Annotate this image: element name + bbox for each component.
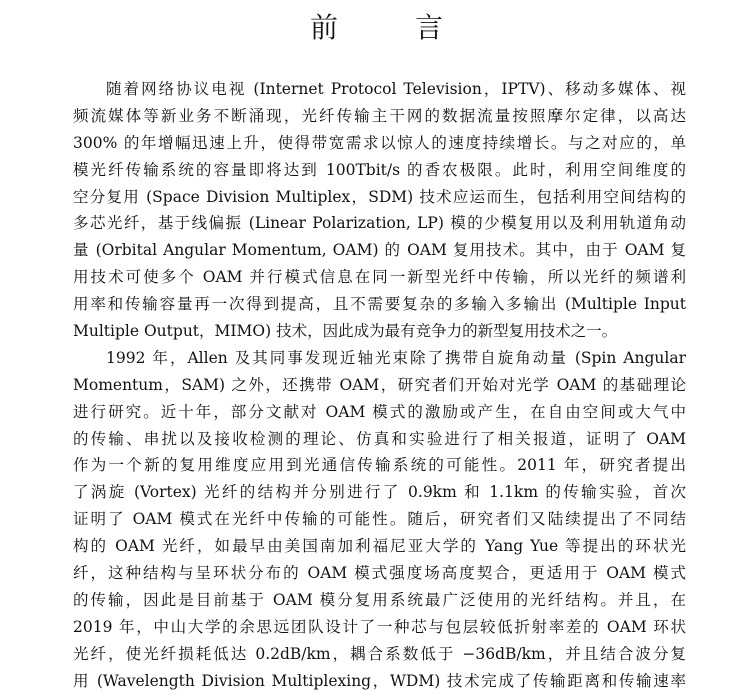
text-line: Multiple Output，MIMO) 技术，因此成为最有竞争力的新型复用技术之一。: [73, 322, 618, 341]
text-line: 光纤，使光纤损耗低达 0.2dB/km，耦合系数低于 −36dB/km，并且结合波分复: [73, 644, 686, 663]
text-line: 用率和传输容量再一次得到提高，且不需要复杂的多输入多输出 (Multiple Input: [73, 295, 686, 314]
text-line: 1992 年，Allen 及其同事发现近轴光束除了携带自旋角动量 (Spin Angular: [106, 348, 686, 367]
text-line: 模光纤传输系统的容量即将达到 100Tbit/s 的香农极限。此时，利用空间维度的: [73, 160, 686, 179]
text-line: 的传输、串扰以及接收检测的理论、仿真和实验进行了相关报道，证明了 OAM: [73, 429, 686, 448]
text-line: 进行研究。近十年，部分文献对 OAM 模式的激励或产生，在自由空间或大气中: [73, 402, 686, 421]
text-line: 证明了 OAM 模式在光纤中传输的可能性。随后，研究者们又陆续提出了不同结: [73, 510, 686, 529]
text-line: 多芯光纤，基于线偏振 (Linear Polarization, LP) 模的少模复用以及利用轨道角动: [73, 214, 686, 233]
text-line: 空分复用 (Space Division Multiplex，SDM) 技术应运而生，包括利用空间结构的: [73, 187, 686, 206]
document-body: [73, 76, 686, 694]
paragraph-1: [73, 76, 686, 345]
text-line: 频流媒体等新业务不断涌现，光纤传输主干网的数据流量按照摩尔定律，以高达: [73, 106, 686, 125]
text-line: 用 (Wavelength Division Multiplexing，WDM) 技术完成了传输距离和传输速率: [73, 671, 686, 690]
page-title: 前 言: [310, 11, 477, 44]
text-line: 纤，这种结构与呈环状分布的 OAM 模式强度场高度契合，更适用于 OAM 模式: [73, 564, 686, 583]
text-line: Momentum，SAM) 之外，还携带 OAM，研究者们开始对光学 OAM 的基础理论: [73, 375, 686, 394]
text-line: 的传输，因此是目前基于 OAM 模分复用系统最广泛使用的光纤结构。并且，在: [73, 590, 686, 609]
text-line: 作为一个新的复用维度应用到光通信传输系统的可能性。2011 年，研究者提出: [73, 456, 686, 475]
text-line: 用技术可使多个 OAM 并行模式信息在同一新型光纤中传输，所以光纤的频谱利: [73, 268, 686, 287]
text-line: 量 (Orbital Angular Momentum, OAM) 的 OAM 复用技术。其中，由于 OAM 复: [73, 241, 686, 260]
text-line: 300% 的年增幅迅速上升，使得带宽需求以惊人的速度持续增长。与之对应的，单: [73, 133, 686, 152]
text-line: 2019 年，中山大学的余思远团队设计了一种芯与包层较低折射率差的 OAM 环状: [73, 617, 686, 636]
text-line: 构的 OAM 光纤，如最早由美国南加利福尼亚大学的 Yang Yue 等提出的环状光: [73, 537, 686, 556]
text-line: 了涡旋 (Vortex) 光纤的结构并分别进行了 0.9km 和 1.1km 的传输实验，首次: [73, 483, 686, 502]
text-line: 随着网络协议电视 (Internet Protocol Television，IPTV)、移动多媒体、视: [106, 80, 686, 98]
paragraph-2: [73, 345, 686, 695]
